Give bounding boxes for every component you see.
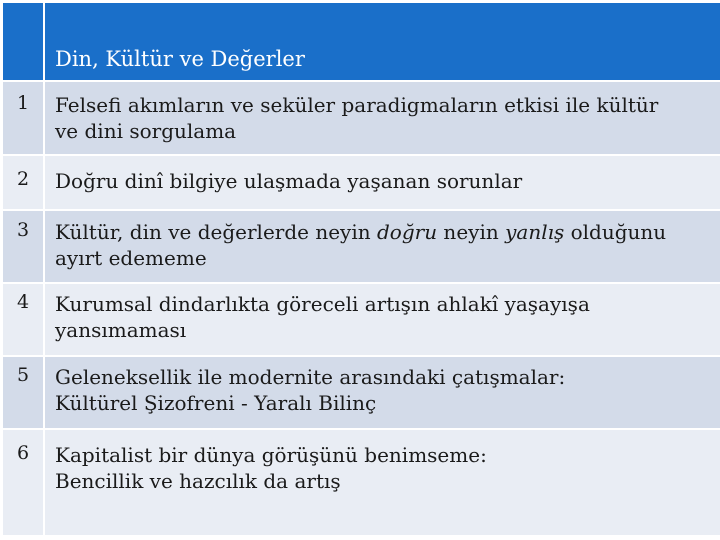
row-text-line xyxy=(55,219,720,245)
row-text-line: ve dini sorgulama xyxy=(55,119,237,143)
table-title: Din, Kültür ve Değerler xyxy=(55,47,305,71)
emphasis-yanlış: yanlış xyxy=(505,220,565,244)
row-text xyxy=(45,211,720,282)
row-number: 4 xyxy=(3,284,45,355)
row-text xyxy=(45,82,720,154)
emphasis-doğru: doğru xyxy=(376,220,438,244)
table-row xyxy=(3,82,720,156)
row-text xyxy=(45,430,720,535)
table-row xyxy=(3,430,720,537)
row-number: 6 xyxy=(3,430,45,535)
text-segment: neyin xyxy=(437,220,506,244)
row-number: 1 xyxy=(3,82,45,154)
row-text-line: Felsefi akımların ve seküler paradigmaların etkisi ile kültür xyxy=(55,93,659,117)
row-number: 2 xyxy=(3,156,45,209)
table-row xyxy=(3,357,720,430)
row-text xyxy=(45,284,720,355)
topics-table xyxy=(3,3,720,537)
table-header-row xyxy=(3,3,720,82)
row-text-line: Kültürel Şizofreni - Yaralı Bilinç xyxy=(55,391,377,415)
row-text xyxy=(45,357,720,428)
row-text-line: Bencillik ve hazcılık da artış xyxy=(55,469,341,493)
row-text-line: Doğru dinî bilgiye ulaşmada yaşanan sorunlar xyxy=(55,169,523,193)
table-row xyxy=(3,156,720,211)
text-segment: Kültür, din ve değerlerde neyin xyxy=(55,220,377,244)
row-text-line: Kapitalist bir dünya görüşünü benimseme: xyxy=(55,443,487,467)
row-text-line: Geleneksellik ile modernite arasındaki çatışmalar: xyxy=(55,365,566,389)
row-text-line: Kurumsal dindarlıkta göreceli artışın ahlakî yaşayışa xyxy=(55,292,590,316)
table-row xyxy=(3,211,720,284)
row-text xyxy=(45,156,720,209)
header-number-cell xyxy=(3,3,45,80)
row-text-line: ayırt edememe xyxy=(55,246,207,270)
row-number: 5 xyxy=(3,357,45,428)
text-segment: olduğunu xyxy=(564,220,667,244)
row-number: 3 xyxy=(3,211,45,282)
table-row xyxy=(3,284,720,357)
row-text-line: yansımaması xyxy=(55,318,187,342)
